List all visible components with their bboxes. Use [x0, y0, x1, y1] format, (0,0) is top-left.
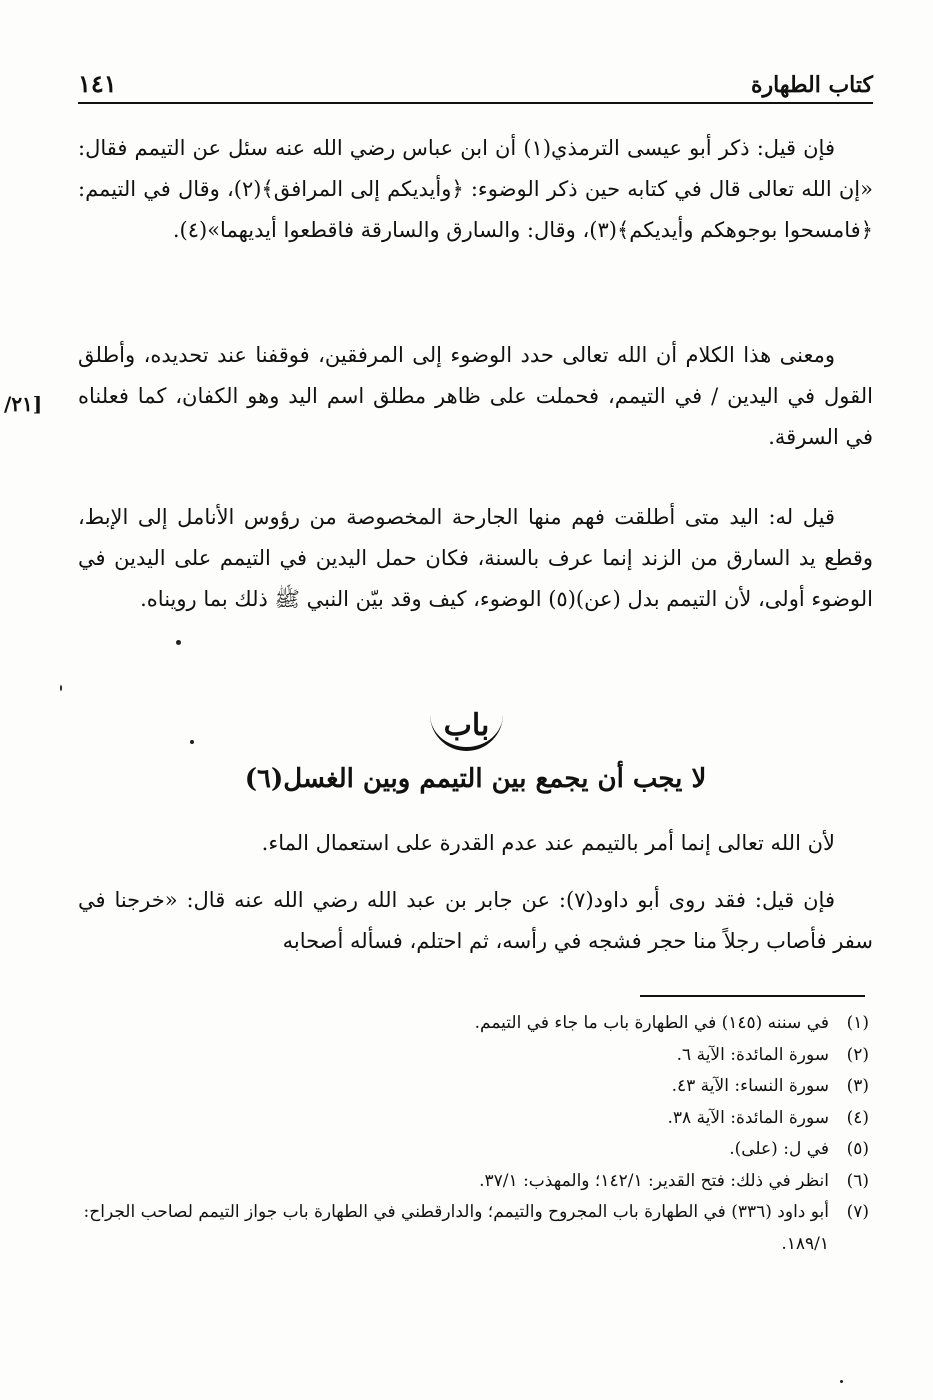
chapter-title: لا يجب أن يجمع بين التيمم وبين الغسل(٦) [244, 764, 707, 794]
footnote-text: في ل: (على). [729, 1139, 829, 1159]
footnote-item [78, 1166, 869, 1198]
footnote-item [78, 1071, 869, 1103]
scan-speck [176, 640, 181, 645]
paragraph: فإن قيل: ذكر أبو عيسى الترمذي(١) أن ابن عباس رضي الله عنه سئل عن التيمم فقال: «إن الله تعالى قال في كتابه حين ذكر الوضوء: ﴿وأيديكم إلى المرافق﴾(٢)، وقال في التيمم: ﴿فامسحوا بوجوهكم وأيديكم﴾(٣)، وقال: والسارق والسارقة فاقطعوا أيديهما»(٤). [78, 136, 873, 242]
footnote-item [78, 1103, 869, 1135]
footnote-text: سورة النساء: الآية ٤٣. [671, 1076, 829, 1096]
footnote-item [78, 1197, 869, 1260]
footnote-text: أبو داود (٣٣٦) في الطهارة باب المجروح والتيمم؛ والدارقطني في الطهارة باب جواز التيمم لصاحب الجراح: ١٨٩/١. [83, 1202, 829, 1254]
chapter-heading [0, 708, 933, 751]
page-header [78, 62, 873, 104]
footnote-number: (٣) [846, 1076, 869, 1096]
paragraph-4-block [78, 823, 873, 864]
footnote-item [78, 1008, 869, 1040]
footnote-number: (٧) [846, 1202, 869, 1222]
paragraph: فإن قيل: فقد روى أبو داود(٧): عن جابر بن عبد الله رضي الله عنه قال: «خرجنا في سفر فأصاب رجلاً منا حجر فشجه في رأسه، ثم احتلم، فسأله أصحابه [78, 888, 873, 953]
chapter-label: باب [430, 708, 504, 751]
paragraph-3-block [78, 497, 873, 620]
footnote-separator [640, 995, 865, 997]
paragraph: لأن الله تعالى إنما أمر بالتيمم عند عدم القدرة على استعمال الماء. [261, 831, 835, 855]
footnote-number: (٦) [846, 1170, 869, 1191]
footnote-number: (٢) [846, 1044, 869, 1065]
paragraph-2-block [78, 335, 873, 458]
manuscript-folio-marker: [٢١/ [4, 392, 43, 416]
footnote-text: سورة المائدة: الآية ٣٨. [667, 1107, 829, 1128]
scan-speck [60, 685, 62, 691]
page-number: ١٤١ [78, 69, 117, 98]
footnote-number: (١) [846, 1013, 869, 1033]
footnote-text: سورة المائدة: الآية ٦. [676, 1044, 829, 1065]
paragraph: ومعنى هذا الكلام أن الله تعالى حدد الوضوء إلى المرفقين، فوقفنا عند تحديده، وأطلق القول في اليدين / في التيمم، فحملت على ظاهر مطلق اسم اليد وهو الكفان، كما فعلناه في السرقة. [78, 343, 873, 449]
running-head: كتاب الطهارة [750, 72, 873, 98]
footnotes-list [78, 1008, 869, 1260]
footnote-number: (٥) [846, 1139, 869, 1159]
scan-speck [190, 740, 194, 744]
footnote-text: انظر في ذلك: فتح القدير: ١٤٢/١؛ والمهذب: ٣٧/١. [479, 1170, 829, 1191]
footnote-text: في سننه (١٤٥) في الطهارة باب ما جاء في التيمم. [474, 1013, 829, 1033]
paragraph-1-block [78, 128, 873, 251]
paragraph-5-block [78, 880, 873, 962]
footnote-number: (٤) [846, 1107, 869, 1128]
scan-speck [840, 1380, 843, 1383]
footnote-item [78, 1134, 869, 1166]
paragraph: قيل له: اليد متى أطلقت فهم منها الجارحة المخصوصة من رؤوس الأنامل إلى الإبط، وقطع يد السارق من الزند إنما عرف بالسنة، فكان حمل اليدين في التيمم على اليدين في الوضوء أولى، لأن التيمم بدل (عن)(٥) الوضوء، كيف وقد بيّن النبي ﷺ ذلك بما رويناه. [78, 505, 873, 611]
footnote-item [78, 1040, 869, 1072]
